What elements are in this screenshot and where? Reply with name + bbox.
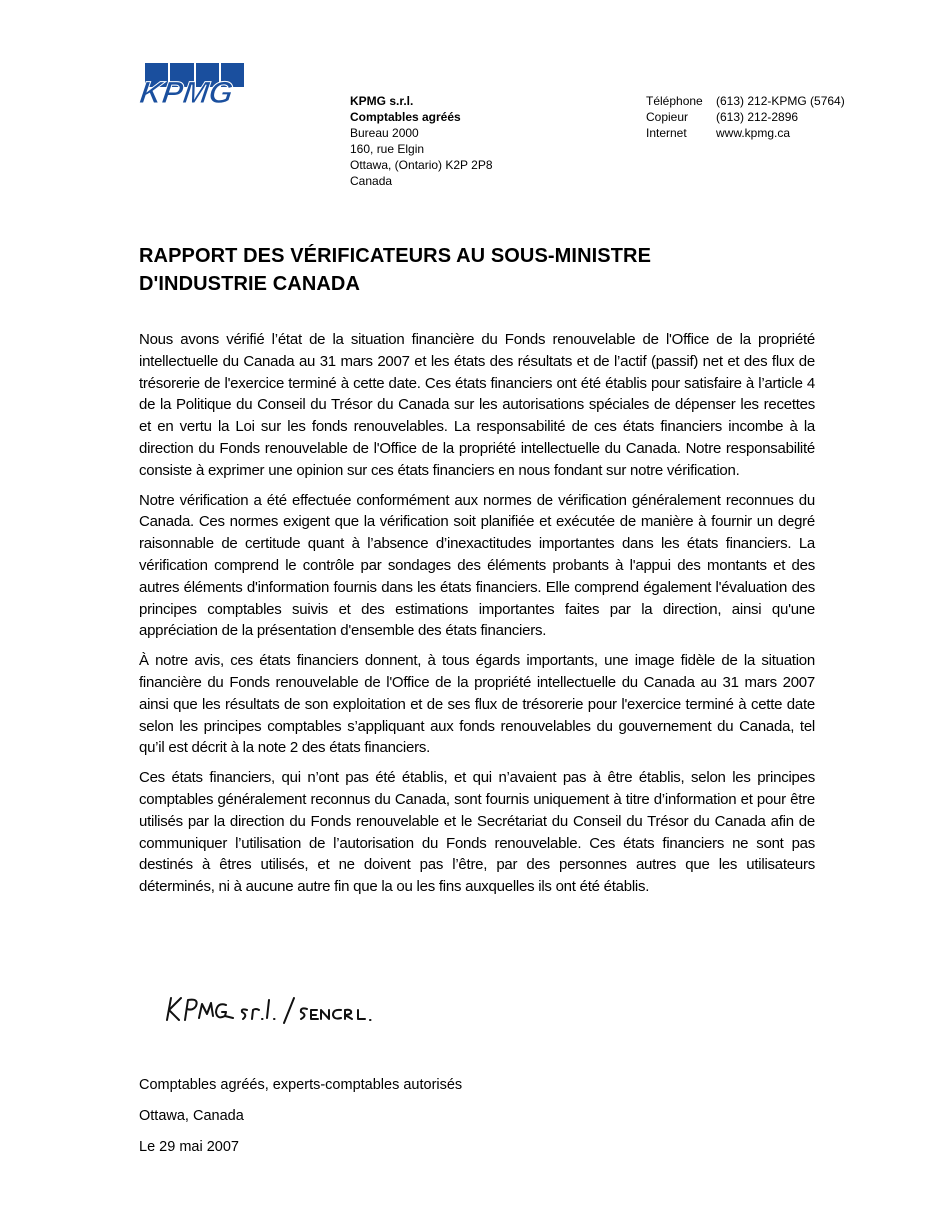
signing-date: Le 29 mai 2007 xyxy=(139,1139,239,1155)
signing-location: Ottawa, Canada xyxy=(139,1108,244,1124)
logo-wordmark: KPMG xyxy=(137,75,236,110)
contact-row-fax xyxy=(646,109,845,125)
contact-label: Internet xyxy=(646,126,687,140)
contact-row-telephone xyxy=(646,93,845,109)
handwritten-signature xyxy=(163,990,413,1032)
firm-designation: Comptables agréés xyxy=(350,110,461,124)
address-line: Ottawa, (Ontario) K2P 2P8 xyxy=(350,158,493,172)
contact-label: Téléphone xyxy=(646,94,703,108)
contact-info xyxy=(646,93,845,141)
signer-designation: Comptables agréés, experts-comptables autorisés xyxy=(139,1077,463,1093)
title-line-2: D'INDUSTRIE CANADA xyxy=(139,273,360,295)
contact-row-internet xyxy=(646,125,845,141)
address-line: 160, rue Elgin xyxy=(350,142,425,156)
paragraph-audit-standards: Notre vérification a été effectuée conformément aux normes de vérification généralement reconnues du Canada. Ces normes exigent que la vérification soit planifiée et exécutée de manière à fournir un degré raisonnable de certitude quant à l’absence d’inexactitudes importantes dans les états financiers. La vérification comprend le contrôle par sondages des éléments probants à l'appui des montants et des autres éléments d'information fournis dans les états financiers. Elle comprend également l'évaluation des principes comptables suivis et des estimations importantes faites par la direction, ainsi qu'une appréciation de la présentation d'ensemble des états financiers. xyxy=(139,491,815,640)
contact-value: www.kpmg.ca xyxy=(716,126,791,140)
firm-address xyxy=(350,93,493,189)
firm-name: KPMG s.r.l. xyxy=(350,94,414,108)
title-line-1: RAPPORT DES VÉRIFICATEURS AU SOUS-MINISTRE xyxy=(139,245,652,267)
address-line: Bureau 2000 xyxy=(350,126,419,140)
paragraph-scope: Nous avons vérifié l’état de la situation financière du Fonds renouvelable de l'Office de la propriété intellectuelle du Canada au 31 mars 2007 et les états des résultats et de l’actif (passif) net et des flux de trésorerie de l'exercice terminé à cette date. Ces états financiers ont été établis pour satisfaire à l’article 4 de la Politique du Conseil du Trésor du Canada sur les autorisations spéciales de dépenser les recettes et en vertu la Loi sur les fonds renouvelables. La responsabilité de ces états financiers incombe à la direction du Fonds renouvelable de l'Office de la propriété intellectuelle du Canada. Notre responsabilité consiste à exprimer une opinion sur ces états financiers en nous fondant sur notre vérification. xyxy=(139,331,815,479)
contact-label: Copieur xyxy=(646,110,689,124)
contact-value: (613) 212-2896 xyxy=(716,110,799,124)
signature-block xyxy=(139,1070,462,1163)
kpmg-logo xyxy=(137,63,244,110)
contact-value: (613) 212-KPMG (5764) xyxy=(716,94,845,108)
report-title xyxy=(139,242,651,298)
report-body xyxy=(139,329,815,906)
paragraph-restriction: Ces états financiers, qui n’ont pas été établis, et qui n’avaient pas à être établis, selon les principes comptables généralement reconnus du Canada, sont fournis uniquement à titre d’information et pour être utilisés par la direction du Fonds renouvelable et le Secrétariat du Conseil du Trésor du Canada afin de communiquer l’utilisation de l’autorisation du Fonds renouvelable. Ces états financiers ne sont pas destinés à êtres utilisés, et ne doivent pas l’être, par des personnes autres que les utilisateurs déterminés, ni à aucune autre fin que la ou les fins auxquelles ils ont été établis. xyxy=(139,769,815,896)
paragraph-opinion: À notre avis, ces états financiers donnent, à tous égards importants, une image fidèle de la situation financière du Fonds renouvelable de l'Office de la propriété intellectuelle du Canada au 31 mars 2007 ainsi que les résultats de son exploitation et de ses flux de trésorerie pour l'exercice terminé à cette date selon les principes comptables s’appliquant aux fonds renouvelables du gouvernement du Canada, tel qu’il est décrit à la note 2 des états financiers. xyxy=(139,652,815,757)
address-line: Canada xyxy=(350,174,393,188)
